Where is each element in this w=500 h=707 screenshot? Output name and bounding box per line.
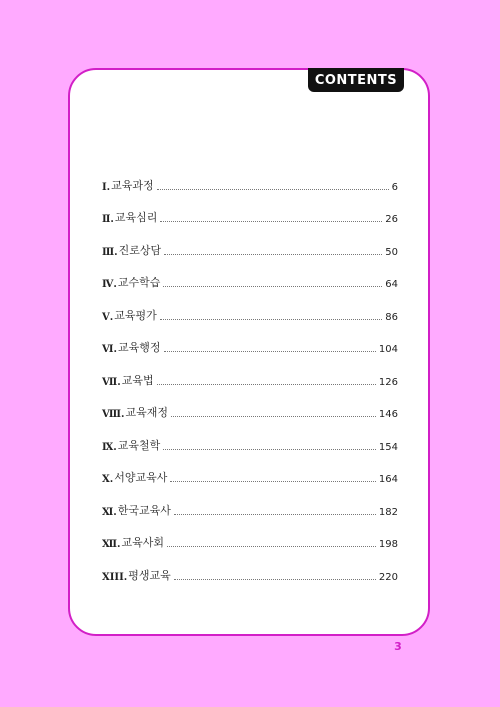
toc-page-number: 126	[378, 376, 398, 388]
toc-numeral: Ⅱ.	[102, 214, 114, 225]
toc-entry-4[interactable]	[102, 258, 398, 291]
toc-title: 교육재정	[125, 406, 168, 419]
toc-entry-10[interactable]	[102, 453, 398, 486]
toc-numeral: Ⅴ.	[102, 311, 114, 323]
toc-entry-2[interactable]	[102, 193, 398, 226]
dot-leader	[163, 449, 376, 450]
toc-title: 교육법	[121, 373, 154, 387]
toc-page-number: 104	[378, 344, 398, 355]
table-of-contents	[102, 160, 398, 583]
toc-numeral: Ⅰ.	[102, 181, 111, 193]
toc-page-number: 6	[391, 181, 398, 193]
toc-numeral: Ⅻ.	[102, 539, 121, 550]
page-number: 3	[394, 640, 402, 653]
toc-page-number: 64	[385, 279, 398, 290]
dot-leader	[163, 286, 382, 287]
toc-page-number: 50	[385, 246, 398, 258]
toc-numeral: Ⅹ.	[102, 474, 114, 485]
toc-page-number: 182	[378, 506, 398, 518]
toc-page-number: 26	[385, 214, 398, 225]
toc-entry-8[interactable]	[102, 388, 398, 421]
dot-leader	[170, 481, 376, 482]
dot-leader	[171, 416, 376, 417]
dot-leader	[160, 221, 382, 222]
toc-title: 교육평가	[114, 308, 157, 322]
toc-title: 교육행정	[117, 341, 161, 354]
toc-entry-5[interactable]	[102, 290, 398, 323]
dot-leader	[160, 319, 383, 320]
toc-title: 한국교육사	[117, 503, 171, 517]
dot-leader	[157, 384, 376, 385]
toc-title: 진로상담	[118, 243, 162, 257]
toc-entry-6[interactable]	[102, 323, 398, 356]
dot-leader	[174, 514, 376, 515]
toc-page-number: 154	[378, 441, 398, 453]
toc-page-number: 198	[378, 539, 398, 550]
toc-title: 서양교육사	[114, 471, 168, 484]
toc-numeral: XIII.	[102, 571, 128, 583]
toc-numeral: Ⅶ.	[102, 376, 121, 388]
dot-leader	[164, 254, 382, 255]
toc-title: 교육과정	[111, 178, 154, 192]
toc-title: 교수학습	[117, 276, 161, 289]
toc-title: 교육철학	[117, 438, 161, 452]
toc-title: 교육심리	[114, 211, 158, 224]
toc-page-number: 164	[378, 474, 398, 485]
toc-numeral: Ⅸ.	[102, 441, 117, 453]
dot-leader	[174, 579, 376, 580]
toc-page-number: 146	[378, 409, 398, 420]
toc-numeral: Ⅳ.	[102, 279, 117, 290]
toc-title: 평생교육	[128, 568, 171, 582]
toc-entry-11[interactable]	[102, 485, 398, 518]
toc-entry-13[interactable]	[102, 550, 398, 583]
toc-entry-1[interactable]	[102, 160, 398, 193]
toc-page-number: 220	[378, 571, 398, 583]
dot-leader	[164, 351, 376, 352]
toc-numeral: Ⅵ.	[102, 344, 117, 355]
toc-entry-7[interactable]	[102, 355, 398, 388]
toc-page-number: 86	[385, 311, 398, 323]
dot-leader	[157, 189, 389, 190]
toc-entry-3[interactable]	[102, 225, 398, 258]
toc-numeral: Ⅷ.	[102, 409, 125, 420]
toc-numeral: Ⅺ.	[102, 506, 117, 518]
dot-leader	[167, 546, 376, 547]
contents-heading: CONTENTS	[308, 68, 404, 92]
toc-entry-9[interactable]	[102, 420, 398, 453]
toc-title: 교육사회	[121, 536, 165, 549]
toc-numeral: Ⅲ.	[102, 246, 118, 258]
toc-entry-12[interactable]	[102, 518, 398, 551]
